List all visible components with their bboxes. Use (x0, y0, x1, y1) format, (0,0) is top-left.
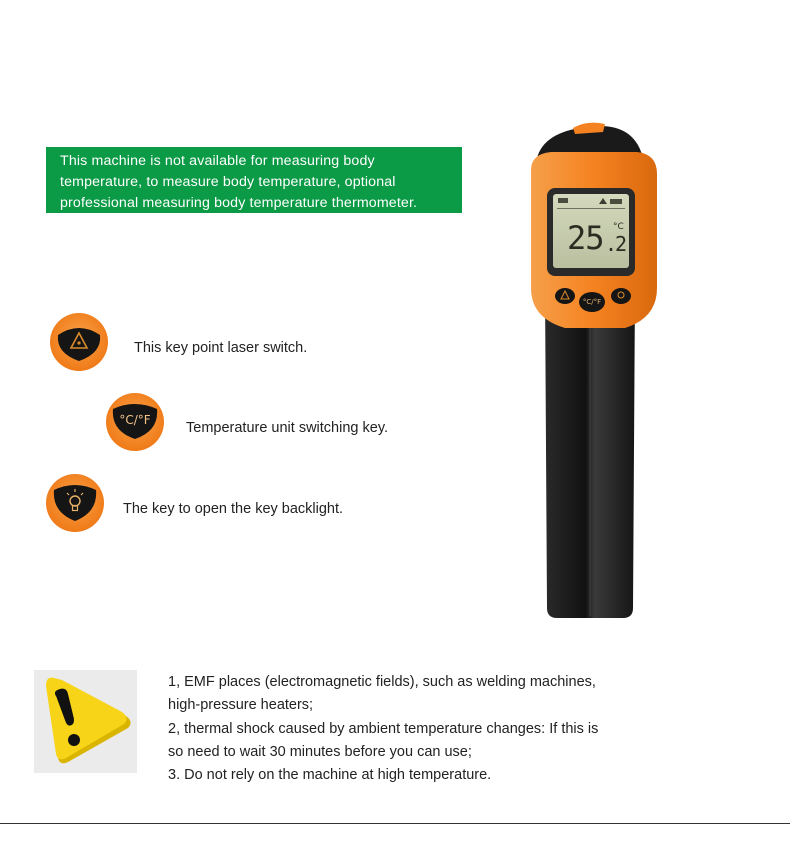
unit-key-description: Temperature unit switching key. (186, 420, 389, 436)
warning-line: 2, thermal shock caused by ambient temperature changes: If this is (168, 720, 599, 737)
laser-triangle-icon (50, 313, 108, 371)
warning-line: 3. Do not rely on the machine at high temperature. (168, 767, 492, 784)
warning-list (168, 671, 668, 787)
warning-line: so need to wait 30 minutes before you can use; (168, 743, 472, 760)
backlight-key-description: The key to open the key backlight. (123, 501, 344, 517)
warning-line: 1, EMF places (electromagnetic fields), such as welding machines, (168, 674, 596, 690)
lcd-reading-decimal: .2 (605, 232, 626, 256)
bottom-divider (0, 823, 790, 824)
infrared-thermometer-image (525, 118, 665, 623)
unit-switch-glyph: °C/°F (119, 413, 151, 427)
notice-banner (46, 147, 462, 213)
lcd-unit: °C (613, 222, 624, 232)
device-unit-button-label: °C/°F (582, 298, 602, 306)
laser-key-description: This key point laser switch. (134, 340, 308, 356)
notice-line: professional measuring body temperature thermometer. (60, 195, 418, 211)
notice-line: This machine is not available for measuring body (60, 153, 375, 169)
warning-line: high-pressure heaters; (168, 697, 314, 714)
notice-line: temperature, to measure body temperature, optional (60, 174, 396, 190)
lcd-reading-main: 25 (567, 219, 604, 257)
unit-switch-icon (106, 393, 164, 451)
backlight-bulb-icon (46, 474, 104, 532)
warning-exclamation-icon (34, 670, 137, 773)
